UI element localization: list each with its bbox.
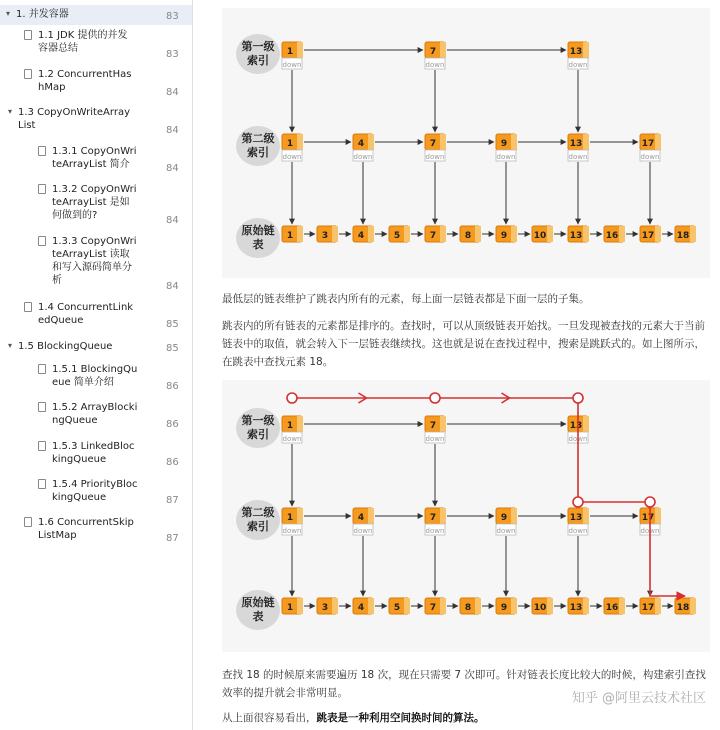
- node-pointer: [583, 42, 589, 58]
- level-label: [236, 34, 280, 74]
- skiplist-node: [532, 598, 553, 614]
- node-value: 13: [569, 513, 583, 523]
- toc-label: 1.5.1 BlockingQueue 简单介绍: [52, 364, 138, 388]
- node-pointer: [368, 598, 374, 614]
- node-down-label: down: [568, 527, 588, 535]
- node-pointer: [297, 226, 303, 242]
- toc-label: 1.6 ConcurrentSkipListMap: [38, 517, 134, 541]
- node-value: 17: [641, 139, 655, 149]
- node-down-label: down: [640, 153, 660, 161]
- toc-page-number: 86: [166, 419, 179, 430]
- skiplist-node: [353, 226, 374, 242]
- toc-label: 1.1 JDK 提供的并发容器总结: [38, 30, 128, 54]
- toc-page-number: 86: [166, 381, 179, 392]
- level-label-line1: 第一级: [241, 414, 275, 427]
- node-value: 1: [286, 139, 294, 149]
- document-icon: [38, 236, 46, 246]
- node-pointer: [583, 416, 589, 432]
- node-pointer: [297, 134, 303, 150]
- toc-item[interactable]: [24, 68, 136, 94]
- node-pointer: [404, 226, 410, 242]
- node-pointer: [368, 508, 374, 524]
- node-down-label: down: [496, 527, 516, 535]
- node-value: 4: [357, 231, 365, 241]
- document-icon: [24, 69, 32, 79]
- node-value: 3: [321, 603, 329, 613]
- node-value: 7: [429, 139, 437, 149]
- skiplist-node: [460, 226, 481, 242]
- chevron-down-icon[interactable]: ▾: [6, 9, 11, 18]
- skiplist-node: [496, 226, 517, 242]
- node-pointer: [368, 226, 374, 242]
- node-pointer: [511, 598, 517, 614]
- skiplist-node: [425, 598, 446, 614]
- node-value: 18: [676, 603, 690, 613]
- node-value: 1: [286, 231, 294, 241]
- watermark: 知乎 @阿里云技术社区: [571, 691, 706, 706]
- node-pointer: [440, 508, 446, 524]
- node-down-label: down: [353, 153, 373, 161]
- document-icon: [38, 184, 46, 194]
- search-path-node: [430, 393, 440, 403]
- node-value: 7: [429, 513, 437, 523]
- toc-item[interactable]: [24, 516, 136, 542]
- node-pointer: [297, 42, 303, 58]
- toc-item[interactable]: [38, 478, 138, 504]
- node-value: 10: [533, 603, 547, 613]
- paragraph-1: 最低层的链表维护了跳表内所有的元素，每上面一层链表都是下面一层的子集。: [222, 293, 590, 305]
- node-pointer: [511, 508, 517, 524]
- toc-item[interactable]: [38, 183, 138, 222]
- node-value: 9: [500, 231, 508, 241]
- node-pointer: [511, 226, 517, 242]
- node-value: 17: [641, 603, 655, 613]
- skiplist-node: [568, 508, 589, 535]
- node-down-label: down: [282, 435, 302, 443]
- skiplist-node: [640, 134, 661, 161]
- toc-page-number: 85: [166, 319, 179, 330]
- toc-label: 1.5.3 LinkedBlockingQueue: [52, 441, 135, 465]
- skiplist-node: [353, 134, 374, 161]
- node-pointer: [547, 226, 553, 242]
- skiplist-node: [389, 598, 410, 614]
- level-label-line1: 原始链: [241, 224, 275, 237]
- node-value: 17: [641, 231, 655, 241]
- paragraph-3: 查找 18 的时候原来需要遍历 18 次，现在只需要 7 次即可。针对链表长度比较大的时候，构建索引查找效率的提升就会非常明显。: [222, 669, 706, 699]
- chevron-down-icon[interactable]: ▾: [8, 341, 13, 350]
- node-pointer: [547, 598, 553, 614]
- paragraph-2: 跳表内的所有链表的元素都是排序的。查找时，可以从顶级链表开始找。一旦发现被查找的元素大于当前链表中的取值，就会转入下一层链表继续找。这也就是说在查找过程中，搜索是跳跃式的。如上图所示，在跳表中查找元素 18。: [222, 320, 705, 368]
- toc-page-number: 86: [166, 457, 179, 468]
- document-icon: [24, 517, 32, 527]
- skiplist-node: [460, 598, 481, 614]
- node-value: 4: [357, 513, 365, 523]
- node-pointer: [332, 226, 338, 242]
- toc-sidebar: [0, 0, 193, 730]
- skiplist-search-diagram: [222, 380, 710, 652]
- node-pointer: [297, 508, 303, 524]
- node-value: 7: [429, 421, 437, 431]
- node-value: 13: [569, 139, 583, 149]
- node-down-label: down: [282, 61, 302, 69]
- node-pointer: [475, 598, 481, 614]
- skiplist-diagram: [222, 8, 710, 278]
- node-pointer: [583, 508, 589, 524]
- skiplist-node: [496, 508, 517, 535]
- node-value: 16: [605, 231, 619, 241]
- node-down-label: down: [282, 527, 302, 535]
- paragraph-4-text: 从上面很容易看出，: [222, 712, 317, 724]
- toc-label: 1.3.2 CopyOnWriteArrayList 是如何做到的?: [52, 184, 137, 221]
- document-icon: [24, 302, 32, 312]
- node-pointer: [655, 226, 661, 242]
- toc-label: 1. 并发容器: [16, 9, 69, 20]
- node-down-label: down: [353, 527, 373, 535]
- skiplist-node: [568, 134, 589, 161]
- level-label-line2: 索引: [247, 428, 269, 441]
- skiplist-node: [425, 42, 446, 69]
- node-down-label: down: [568, 435, 588, 443]
- node-value: 13: [569, 47, 583, 57]
- node-value: 7: [429, 47, 437, 57]
- level-label-line2: 索引: [247, 54, 269, 67]
- node-value: 17: [641, 513, 655, 523]
- skiplist-node: [425, 226, 446, 242]
- node-pointer: [583, 134, 589, 150]
- level-label: [236, 218, 280, 258]
- node-value: 9: [500, 603, 508, 613]
- toc-page-number: 85: [166, 343, 179, 354]
- node-down-label: down: [425, 527, 445, 535]
- node-value: 4: [357, 603, 365, 613]
- level-label: [236, 408, 280, 448]
- toc-page-number: 87: [166, 495, 179, 506]
- search-path-node: [573, 393, 583, 403]
- document-icon: [38, 441, 46, 451]
- level-label: [236, 590, 280, 630]
- node-value: 9: [500, 139, 508, 149]
- level-label-line2: 表: [252, 610, 264, 623]
- node-pointer: [440, 134, 446, 150]
- node-value: 9: [500, 513, 508, 523]
- node-value: 3: [321, 231, 329, 241]
- toc-page-number: 84: [166, 125, 179, 136]
- toc-page-number: 84: [166, 215, 179, 226]
- document-icon: [38, 479, 46, 489]
- toc-item[interactable]: [38, 363, 138, 389]
- paragraph-4-bold: 跳表是一种利用空间换时间的算法。: [316, 712, 485, 724]
- node-pointer: [440, 226, 446, 242]
- node-value: 1: [286, 513, 294, 523]
- node-value: 5: [393, 231, 401, 241]
- node-down-label: down: [282, 153, 302, 161]
- node-pointer: [655, 508, 661, 524]
- level-label-line2: 表: [252, 238, 264, 251]
- document-icon: [24, 30, 32, 40]
- level-label-line2: 索引: [247, 520, 269, 533]
- skiplist-node: [568, 42, 589, 69]
- search-path-node: [287, 393, 297, 403]
- node-value: 18: [676, 231, 690, 241]
- node-pointer: [690, 226, 696, 242]
- node-pointer: [332, 598, 338, 614]
- node-down-label: down: [640, 527, 660, 535]
- toc-label: 1.3.3 CopyOnWriteArrayList 读取和写入源码简单分析: [52, 236, 137, 286]
- skiplist-node: [389, 226, 410, 242]
- toc-page-number: 84: [166, 163, 179, 174]
- level-label-line1: 第二级: [241, 506, 275, 519]
- node-value: 13: [569, 603, 583, 613]
- skiplist-node: [317, 226, 338, 242]
- toc-item[interactable]: [0, 5, 193, 25]
- skiplist-node: [568, 226, 589, 242]
- toc-item[interactable]: [8, 340, 136, 353]
- level-label: [236, 126, 280, 166]
- skiplist-node: [496, 598, 517, 614]
- skiplist-node: [282, 134, 303, 161]
- toc-page-number: 83: [166, 49, 179, 60]
- node-pointer: [619, 598, 625, 614]
- node-pointer: [440, 42, 446, 58]
- skiplist-node: [317, 598, 338, 614]
- node-value: 4: [357, 139, 365, 149]
- node-down-label: down: [496, 153, 516, 161]
- toc-item[interactable]: [38, 235, 138, 287]
- skiplist-node: [496, 134, 517, 161]
- toc-item[interactable]: [38, 440, 138, 466]
- skiplist-node: [282, 598, 303, 614]
- skiplist-node: [282, 416, 303, 443]
- node-value: 1: [286, 47, 294, 57]
- search-path-node: [645, 497, 655, 507]
- node-pointer: [404, 598, 410, 614]
- toc-item[interactable]: [24, 29, 136, 55]
- node-pointer: [475, 226, 481, 242]
- skiplist-node: [675, 598, 696, 614]
- document-icon: [38, 364, 46, 374]
- skiplist-node: [604, 226, 625, 242]
- node-value: 7: [429, 231, 437, 241]
- toc-page-number: 84: [166, 281, 179, 292]
- paragraph-4: [222, 709, 708, 727]
- toc-label: 1.3.1 CopyOnWriteArrayList 简介: [52, 146, 137, 170]
- node-value: 13: [569, 231, 583, 241]
- skiplist-node: [353, 598, 374, 614]
- document-icon: [38, 146, 46, 156]
- node-value: 10: [533, 231, 547, 241]
- node-value: 5: [393, 603, 401, 613]
- search-path: [292, 398, 685, 596]
- toc-label: 1.5.4 PriorityBlockingQueue: [52, 479, 138, 503]
- node-pointer: [297, 598, 303, 614]
- toc-label: 1.3 CopyOnWriteArrayList: [18, 107, 130, 131]
- skiplist-node: [425, 508, 446, 535]
- node-value: 1: [286, 603, 294, 613]
- node-value: 8: [464, 231, 472, 241]
- node-down-label: down: [425, 61, 445, 69]
- node-pointer: [297, 416, 303, 432]
- skiplist-node: [640, 598, 661, 614]
- skiplist-node: [532, 226, 553, 242]
- node-pointer: [583, 598, 589, 614]
- toc-item[interactable]: [38, 401, 138, 427]
- toc-item[interactable]: [38, 145, 138, 171]
- node-down-label: down: [425, 153, 445, 161]
- skiplist-node: [282, 226, 303, 242]
- node-value: 7: [429, 603, 437, 613]
- toc-label: 1.5.2 ArrayBlockingQueue: [52, 402, 138, 426]
- node-pointer: [583, 226, 589, 242]
- toc-item[interactable]: [8, 106, 136, 132]
- skiplist-node: [425, 416, 446, 443]
- node-pointer: [368, 134, 374, 150]
- node-down-label: down: [568, 153, 588, 161]
- node-pointer: [440, 416, 446, 432]
- document-content: [200, 0, 720, 730]
- toc-label: 1.2 ConcurrentHashMap: [38, 69, 132, 93]
- toc-page-number: 84: [166, 87, 179, 98]
- skiplist-node: [282, 508, 303, 535]
- level-label-line1: 第二级: [241, 132, 275, 145]
- level-label: [236, 500, 280, 540]
- skiplist-node: [568, 598, 589, 614]
- toc-page-number: 87: [166, 533, 179, 544]
- search-path-node: [573, 497, 583, 507]
- skiplist-node: [675, 226, 696, 242]
- toc-item[interactable]: [24, 301, 136, 327]
- toc-page-number: 83: [166, 11, 179, 22]
- level-label-line2: 索引: [247, 146, 269, 159]
- toc-label: 1.5 BlockingQueue: [18, 341, 113, 352]
- node-pointer: [511, 134, 517, 150]
- node-pointer: [440, 598, 446, 614]
- level-label-line1: 第一级: [241, 40, 275, 53]
- node-value: 1: [286, 421, 294, 431]
- skiplist-node: [353, 508, 374, 535]
- document-icon: [38, 402, 46, 412]
- toc-label: 1.4 ConcurrentLinkedQueue: [38, 302, 134, 326]
- node-value: 8: [464, 603, 472, 613]
- node-pointer: [655, 134, 661, 150]
- skiplist-node: [604, 598, 625, 614]
- skiplist-node: [282, 42, 303, 69]
- node-value: 16: [605, 603, 619, 613]
- skiplist-node: [425, 134, 446, 161]
- skiplist-node: [640, 226, 661, 242]
- node-pointer: [619, 226, 625, 242]
- node-pointer: [690, 598, 696, 614]
- node-down-label: down: [425, 435, 445, 443]
- chevron-down-icon[interactable]: ▾: [8, 107, 13, 116]
- node-value: 13: [569, 421, 583, 431]
- node-pointer: [655, 598, 661, 614]
- level-label-line1: 原始链: [241, 596, 275, 609]
- node-down-label: down: [568, 61, 588, 69]
